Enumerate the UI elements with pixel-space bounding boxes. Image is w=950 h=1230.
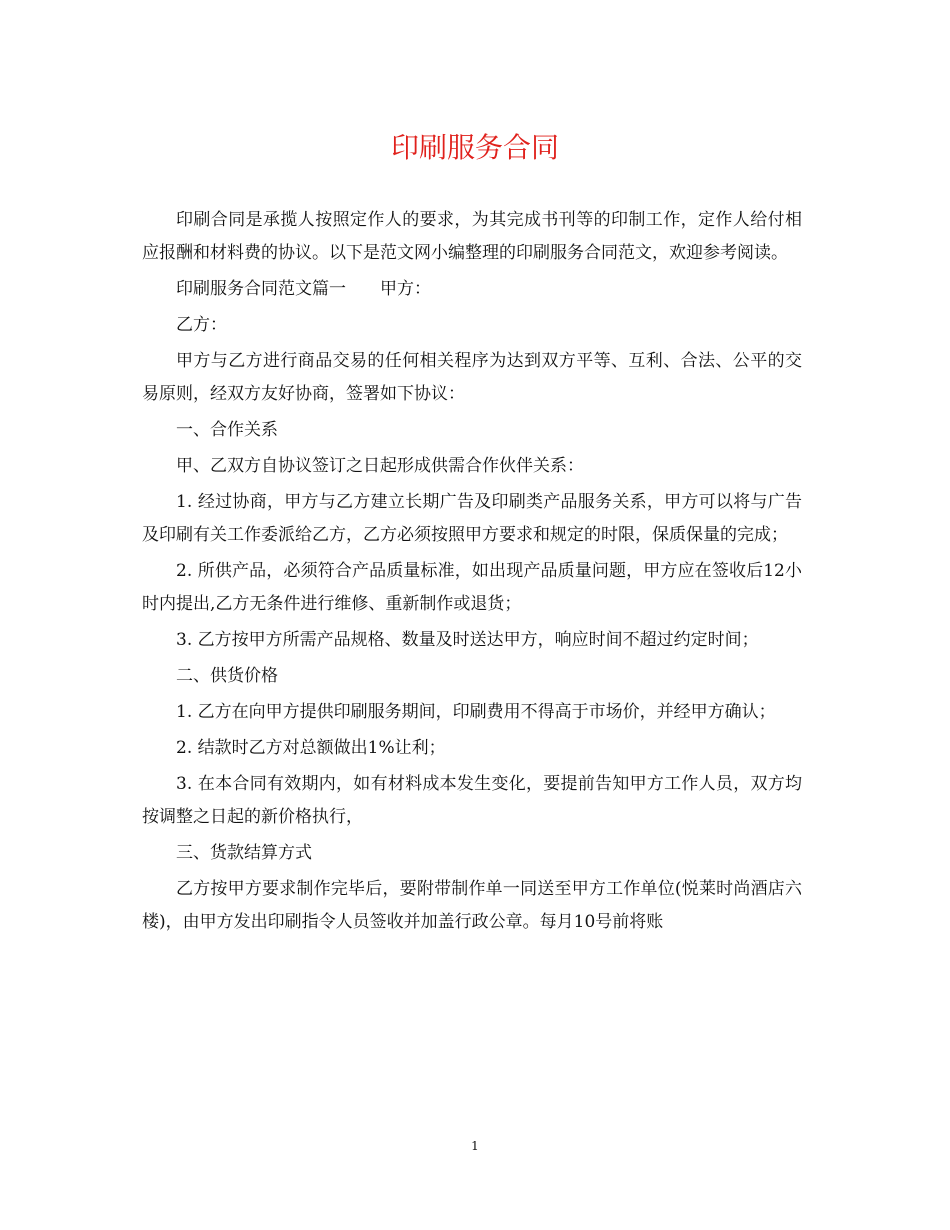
party-a-line: 印刷服务合同范文篇一 甲方： [176,279,431,299]
clause-3-1: 乙方按甲方要求制作完毕后，要附带制作单一同送至甲方工作单位(悦莱时尚酒店六楼)，由甲方发出印刷指令人员签收并加盖行政公章。每月10号前将账 [142,879,802,932]
page-number: 1 [471,1139,479,1153]
clause-2-1: 1. 乙方在向甲方提供印刷服务期间，印刷费用不得高于市场价，并经甲方确认； [176,702,776,722]
preamble-paragraph: 甲方与乙方进行商品交易的任何相关程序为达到双方平等、互利、合法、公平的交易原则，经双方友好协商，签署如下协议： [142,351,802,404]
clause-2-2: 2. 结款时乙方对总额做出1%让利； [176,738,446,758]
intro-paragraph: 印刷合同是承揽人按照定作人的要求，为其完成书刊等的印制工作，定作人给付相应报酬和材料费的协议。以下是范文网小编整理的印刷服务合同范文，欢迎参考阅读。 [142,210,802,263]
clause-1-3: 3. 乙方按甲方所需产品规格、数量及时送达甲方，响应时间不超过约定时间； [176,630,759,650]
section-heading-3: 三、货款结算方式 [176,843,312,863]
clause-2-3: 3. 在本合同有效期内，如有材料成本发生变化，要提前告知甲方工作人员，双方均按调整之日起的新价格执行， [142,774,802,827]
section-heading-2: 二、供货价格 [176,666,278,686]
clause-paragraph: 甲、乙双方自协议签订之日起形成供需合作伙伴关系： [176,456,584,476]
document-title: 印刷服务合同 [390,131,559,164]
clause-1-1: 1. 经过协商，甲方与乙方建立长期广告及印刷类产品服务关系，甲方可以将与广告及印刷有关工作委派给乙方，乙方必须按照甲方要求和规定的时限，保质保量的完成； [142,492,802,545]
party-b-line: 乙方： [176,315,227,335]
document-body [142,204,802,939]
clause-1-2: 2. 所供产品，必须符合产品质量标准，如出现产品质量问题，甲方应在签收后12小时内提出,乙方无条件进行维修、重新制作或退货； [142,561,802,614]
section-heading-1: 一、合作关系 [176,420,278,440]
